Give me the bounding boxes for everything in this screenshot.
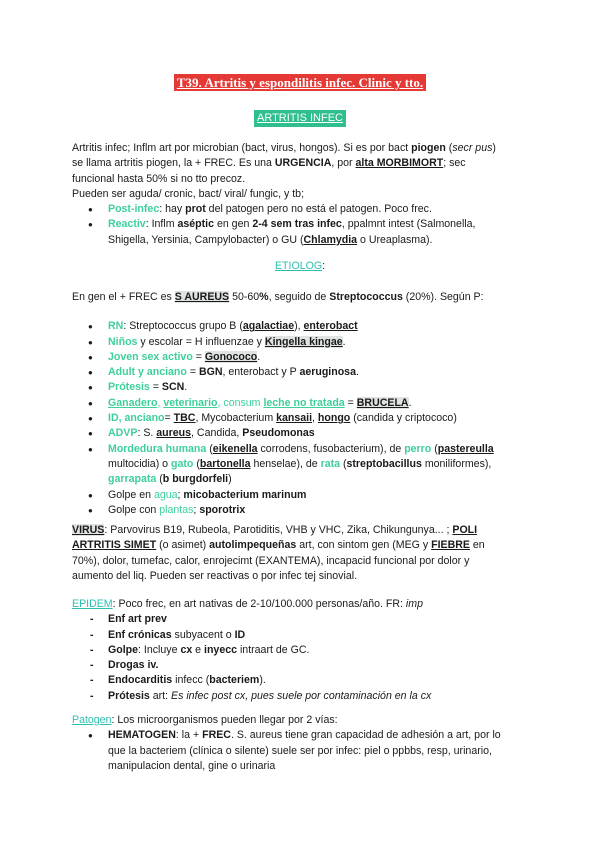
list-item: ● Reactiv: Inflm aséptic en gen 2-4 sem tras infec, ppalmnt intest (Salmonella, Shigella, Yersinia, Campylobacter) o GU (Chlamydia o Ureaplasma). — [88, 217, 532, 248]
list-item: ● Prótesis = SCN. — [88, 380, 532, 395]
list-item: ● Adult y anciano = BGN, enterobact y P aeruginosa. — [88, 365, 532, 380]
list-item: - Enf art prev — [88, 612, 532, 627]
list-item: - Drogas iv. — [88, 658, 532, 673]
patogen-heading: Patogen — [72, 714, 112, 726]
etiolog-heading: ETIOLOG — [274, 260, 323, 272]
list-item: ● ID, anciano= TBC, Mycobacterium kansaii, hongo (candida y criptococo) — [88, 411, 532, 426]
virus-paragraph: VIRUS: Parvovirus B19, Rubeola, Parotiditis, VHB y VHC, Zika, Chikungunya... ; POLI ARTRITIS SIMET (o asimet) autolimpequeñas art, con sintom gen (MEG y FIEBRE en 70%), dolor, tumefac, calor, enrojecimt (EXANTEMA), incapacid funcional por dolor y aumento del liq. Pueden ser reactivas o por infec tej sinovial. — [72, 524, 485, 582]
list-item: ● Golpe con plantas; sporotrix — [88, 503, 532, 518]
list-item: ● RN: Streptococcus grupo B (agalactiae), enterobact — [88, 319, 532, 334]
etiology-list — [88, 319, 532, 518]
epidem-heading: EPIDEM — [72, 598, 113, 610]
list-item: ● Joven sex activo = Gonococo. — [88, 350, 532, 365]
section-title: ARTRITIS INFEC — [254, 110, 346, 127]
list-item: ● Mordedura humana (eikenella corrodens, fusobacterium), de perro (pastereulla multocidia) o gato (bartonella henselae), de rata (streptobacillus moniliformes), garrapata (b burgdorfeli) — [88, 442, 532, 488]
list-item: - Endocarditis infecc (bacteriem). — [88, 673, 532, 688]
epidem-section: EPIDEM: Poco frec, en art nativas de 2-10/100.000 personas/año. FR: imp - Enf art prev - Enf crónicas subyacent o ID - Golpe: Incluye cx e inyecc intraart de GC. - Drogas iv. - Endocarditis infecc (bacteriem). - Prótesis art: Es infec post cx, pues suele por contaminación en la cx — [72, 597, 532, 704]
list-item: ● HEMATOGEN: la + FREC. S. aureus tiene gran capacidad de adhesión a art, por lo que la bacteriem (clínica o silente) suele ser por infec: piel o ppbbs, resp, urinario, manipulacion dental, gine o urinaria — [88, 728, 532, 774]
list-item: ● Ganadero, veterinario, consum leche no tratada = BRUCELA. — [88, 396, 532, 411]
list-item: ● Golpe en agua; micobacterium marinum — [88, 488, 532, 503]
page-title: T39. Artritis y espondilitis infec. Clinic y tto. — [174, 74, 426, 91]
list-item: ● Niños y escolar = H influenzae y Kingella kingae. — [88, 335, 532, 350]
patogen-section: Patogen: Los microorganismos pueden llegar por 2 vías: ● HEMATOGEN: la + FREC. S. aureus tiene gran capacidad de adhesión a art, por lo que la bacteriem (clínica o silente) suele ser por infec: piel o ppbbs, resp, urinario, manipulacion dental, gine o urinaria — [72, 713, 532, 774]
list-item: - Enf crónicas subyacent o ID — [88, 628, 532, 643]
type-list — [88, 202, 532, 248]
document-page: T39. Artritis y espondilitis infec. Clinic y tto. ARTRITIS INFEC Artritis infec; Inflm art por microbian (bact, virus, hongos). Si es por bact piogen (secr pus) se llama artritis piogen, la + FREC. Es una URGENCIA, por alta MORBIMORT; sec funcional hasta 50% si no tto precoz. Pueden ser aguda/ cronic, bact/ viral/ fungic, y tb; ● Post-infec: hay prot del patogen pero no está el patogen. Poco frec. ● Reactiv: Inflm aséptic en gen 2-4 sem tras infec, ppalmnt intest (Salmonella, Shigella, Yersinia, Campylobacter) o GU (Chlamydia o Ureaplasma). ETIOLOG: En gen el + FREC es S AUREUS 50-60%, seguido de Streptococcus (20%). Según P: ● RN: Streptococcus grupo B (agalactiae), enterobact ● Niños y escolar = H influenzae y Kingella kingae. ● Joven sex activo = Gonococo. ● Adult y anciano = BGN, enterobact y P aeruginosa. ● Prótesis = SCN. ● Ganadero, veterinario, consum leche no tratada = BRUCELA. ● ID, anciano= TBC, Mycobacterium kansaii, hongo (candida y criptococo) ● ADVP: S. aureus, Candida, Pseudomonas ● Mordedura humana (eikenella corrodens, fusobacterium), de perro (pastereulla multocidia) o gato (bartonella henselae), de rata (streptobacillus moniliformes), garrapata (b burgdorfeli) ● Golpe en agua; micobacterium marinum ● Golpe con plantas; sporotrix VIRUS: Parvovirus B19, Rubeola, Parotiditis, VHB y VHC, Zika, Chikungunya... ; POLI ARTRITIS SIMET (o asimet) autolimpequeñas art, con sintom gen (MEG y FIEBRE en 70%), dolor, tumefac, calor, enrojecimt (EXANTEMA), incapacid funcional por dolor y aumento del liq. Pueden ser reactivas o por infec tej sinovial. EPIDEM: Poco frec, en art nativas de 2-10/100.000 personas/año. FR: imp - Enf art prev - Enf crónicas subyacent o ID - Golpe: Incluye cx e inyecc intraart de GC. - Drogas iv. - Endocarditis infecc (bacteriem). - Prótesis art: Es infec post cx, pues suele por contaminación en la cx Patogen: Los microorganismos pueden llegar por 2 vías: ● HEMATOGEN: la + FREC. S. aureus tiene gran capacidad de adhesión a art, por lo que la bacteriem (clínica o silente) suele ser por infec: piel o ppbbs, resp, urinario, manipulacion dental, gine o urinaria — [0, 0, 600, 848]
route-list — [88, 728, 532, 774]
list-item: ● Post-infec: hay prot del patogen pero no está el patogen. Poco frec. — [88, 202, 532, 217]
list-item: - Golpe: Incluye cx e inyecc intraart de GC. — [88, 643, 532, 658]
list-item: ● ADVP: S. aureus, Candida, Pseudomonas — [88, 426, 532, 441]
intro-paragraph: Artritis infec; Inflm art por microbian (bact, virus, hongos). Si es por bact piogen (secr pus) se llama artritis piogen, la + FREC. Es una URGENCIA, por alta MORBIMORT; sec funcional hasta 50% si no tto precoz. Pueden ser aguda/ cronic, bact/ viral/ fungic, y tb; ● Post-infec: hay prot del patogen pero no está el patogen. Poco frec. ● Reactiv: Inflm aséptic en gen 2-4 sem tras infec, ppalmnt intest (Salmonella, Shigella, Yersinia, Campylobacter) o GU (Chlamydia o Ureaplasma). — [72, 141, 532, 248]
risk-factor-list — [88, 612, 532, 704]
etiolog-section: En gen el + FREC es S AUREUS 50-60%, seguido de Streptococcus (20%). Según P: ● RN: Streptococcus grupo B (agalactiae), enterobact ● Niños y escolar = H influenzae y Kingella kingae. ● Joven sex activo = Gonococo. ● Adult y anciano = BGN, enterobact y P aeruginosa. ● Prótesis = SCN. ● Ganadero, veterinario, consum leche no tratada = BRUCELA. ● ID, anciano= TBC, Mycobacterium kansaii, hongo (candida y criptococo) ● ADVP: S. aureus, Candida, Pseudomonas ● Mordedura humana (eikenella corrodens, fusobacterium), de perro (pastereulla multocidia) o gato (bartonella henselae), de rata (streptobacillus moniliformes), garrapata (b burgdorfeli) ● Golpe en agua; micobacterium marinum ● Golpe con plantas; sporotrix — [72, 290, 532, 518]
list-item: - Prótesis art: Es infec post cx, pues suele por contaminación en la cx — [88, 689, 532, 704]
